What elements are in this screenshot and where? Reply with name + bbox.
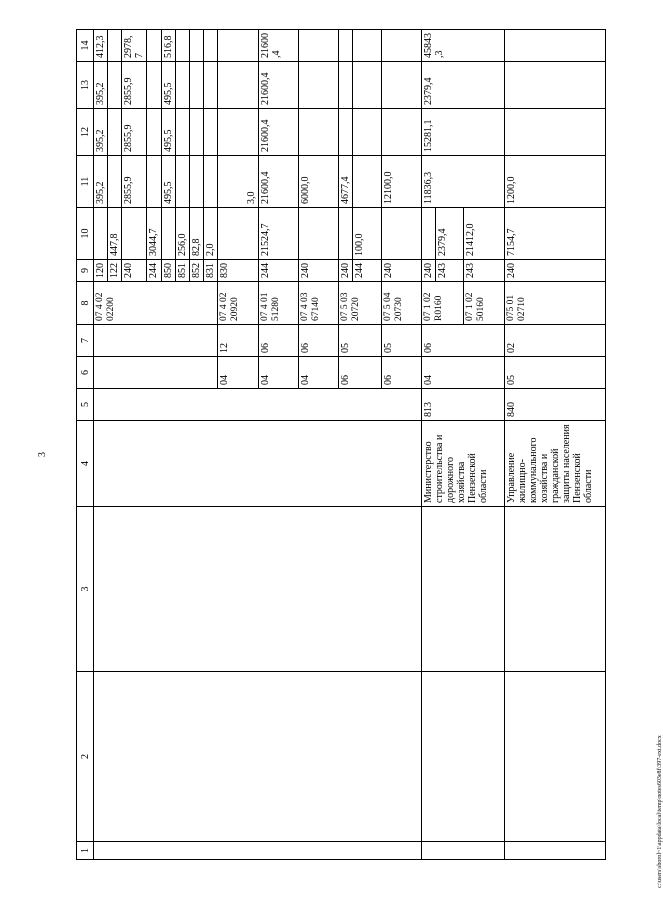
cell <box>353 156 381 208</box>
cell: 7154,7 <box>504 208 605 260</box>
cell <box>504 30 605 62</box>
cell <box>422 672 505 842</box>
cell: 3044,7 <box>147 208 161 260</box>
cell: 07 5 03 20720 <box>339 282 381 325</box>
header-cell: 5 <box>77 389 94 421</box>
cell: 04 <box>298 357 338 389</box>
cell: 240 <box>298 260 338 282</box>
cell: 12 <box>218 325 258 357</box>
header-cell: 1 <box>77 842 94 860</box>
cell <box>94 672 422 842</box>
header-cell: 10 <box>77 208 94 260</box>
cell <box>94 842 422 860</box>
cell <box>203 62 217 109</box>
header-cell: 2 <box>77 672 94 842</box>
cell <box>189 62 203 109</box>
cell <box>189 30 203 62</box>
cell: 06 <box>339 357 381 389</box>
cell <box>353 30 381 62</box>
cell <box>422 507 505 672</box>
cell <box>108 109 122 156</box>
cell: 2379,4 <box>436 208 464 260</box>
cell <box>218 62 258 109</box>
header-cell: 14 <box>77 30 94 62</box>
cell: 447,8 <box>108 208 122 260</box>
cell: 21600,4 <box>258 30 298 62</box>
cell: 07 1 02 50160 <box>464 282 504 325</box>
cell: 813 <box>422 389 505 421</box>
cell: 851 <box>175 260 189 282</box>
header-cell: 12 <box>77 109 94 156</box>
cell <box>298 208 338 260</box>
table-row <box>94 30 108 860</box>
cell: 100,0 <box>353 208 381 260</box>
header-row <box>77 30 94 860</box>
cell: 830 <box>218 260 258 282</box>
cell: 07 4 01 51280 <box>258 282 298 325</box>
cell: 07 4 02 20920 <box>218 282 258 325</box>
cell: 244 <box>147 260 161 282</box>
page-number: 3 <box>37 452 48 457</box>
cell <box>108 156 122 208</box>
table-wrap <box>76 30 606 860</box>
cell: 15281,1 <box>422 109 505 156</box>
cell: 3,0 <box>218 156 258 208</box>
cell: 04 <box>258 357 298 389</box>
cell <box>504 62 605 109</box>
cell <box>108 62 122 109</box>
cell: 2855,9 <box>122 156 147 208</box>
cell <box>218 30 258 62</box>
cell: 495,5 <box>161 62 175 109</box>
cell: 05 <box>504 357 605 389</box>
cell: 21600,4 <box>258 156 298 208</box>
cell: 840 <box>504 389 605 421</box>
cell <box>381 30 421 62</box>
cell: 2,0 <box>203 208 217 260</box>
cell <box>298 30 338 62</box>
cell: 495,5 <box>161 109 175 156</box>
cell: 122 <box>108 260 122 282</box>
cell <box>175 62 189 109</box>
cell: 04 <box>422 357 505 389</box>
cell: 075 01 02710 <box>504 282 605 325</box>
cell <box>175 109 189 156</box>
cell: 06 <box>298 325 338 357</box>
header-cell: 13 <box>77 62 94 109</box>
table-row <box>504 30 605 860</box>
table-row <box>422 30 436 860</box>
cell <box>339 109 353 156</box>
cell: 21524,7 <box>258 208 298 260</box>
cell: 12100,0 <box>381 156 421 208</box>
header-cell: 7 <box>77 325 94 357</box>
cell <box>147 30 161 62</box>
cell <box>203 109 217 156</box>
cell: 240 <box>122 260 147 282</box>
budget-table <box>76 29 606 860</box>
header-cell: 8 <box>77 282 94 325</box>
cell <box>147 109 161 156</box>
cell: 05 <box>381 325 421 357</box>
cell: 6000,0 <box>298 156 338 208</box>
cell <box>504 109 605 156</box>
cell <box>381 109 421 156</box>
cell: 07 4 03 67140 <box>298 282 338 325</box>
cell <box>108 30 122 62</box>
cell <box>381 208 421 260</box>
cell: 395,2 <box>94 156 108 208</box>
cell <box>339 208 353 260</box>
cell <box>422 842 505 860</box>
cell: 2978,7 <box>122 30 147 62</box>
cell: 831 <box>203 260 217 282</box>
cell: 244 <box>258 260 298 282</box>
cell <box>218 109 258 156</box>
cell: 06 <box>258 325 298 357</box>
cell: 240 <box>339 260 353 282</box>
cell: 2379,4 <box>422 62 505 109</box>
cell: 07 5 04 20730 <box>381 282 421 325</box>
cell <box>339 30 353 62</box>
cell: 850 <box>161 260 175 282</box>
cell <box>175 156 189 208</box>
cell <box>189 109 203 156</box>
rotated-table-container <box>76 30 606 860</box>
cell: 02 <box>504 325 605 357</box>
cell: 240 <box>504 260 605 282</box>
cell <box>94 325 218 357</box>
cell <box>94 208 108 260</box>
cell <box>422 208 436 260</box>
cell: 82,8 <box>189 208 203 260</box>
footer-file-path: c:\users\sborol~1\appdata\local\temp\notes603e8f\397-ext.docx <box>657 735 663 888</box>
cell <box>504 507 605 672</box>
cell: 21412,0 <box>464 208 504 260</box>
cell <box>147 62 161 109</box>
cell: 412,3 <box>94 30 108 62</box>
header-cell: 6 <box>77 357 94 389</box>
cell <box>161 208 175 260</box>
cell: Управление жилищно-коммунального хозяйства и гражданской защиты населения Пензенской области <box>504 421 605 507</box>
cell: 4677,4 <box>339 156 353 208</box>
cell: 1200,0 <box>504 156 605 208</box>
cell <box>504 842 605 860</box>
cell: 256,0 <box>175 208 189 260</box>
cell: 243 <box>436 260 464 282</box>
cell: 21600,4 <box>258 109 298 156</box>
cell: 2855,9 <box>122 109 147 156</box>
cell <box>298 109 338 156</box>
cell <box>353 62 381 109</box>
cell: 240 <box>381 260 421 282</box>
cell: 852 <box>189 260 203 282</box>
cell: 21600,4 <box>258 62 298 109</box>
cell <box>353 109 381 156</box>
cell: 120 <box>94 260 108 282</box>
header-cell: 11 <box>77 156 94 208</box>
cell: 07 4 02 02200 <box>94 282 218 325</box>
header-cell: 3 <box>77 507 94 672</box>
cell: Министерство строительства и дорожного хозяйства Пензенской области <box>422 421 505 507</box>
cell: 05 <box>339 325 381 357</box>
cell: 395,2 <box>94 109 108 156</box>
cell: 516,8 <box>161 30 175 62</box>
cell <box>218 208 258 260</box>
cell <box>189 156 203 208</box>
cell <box>381 62 421 109</box>
cell: 495,5 <box>161 156 175 208</box>
header-cell: 4 <box>77 421 94 507</box>
cell: 06 <box>422 325 505 357</box>
cell: 11836,3 <box>422 156 505 208</box>
cell <box>94 507 422 672</box>
cell <box>504 672 605 842</box>
cell: 45843,3 <box>422 30 505 62</box>
cell: 240 <box>422 260 436 282</box>
cell <box>175 30 189 62</box>
cell <box>298 62 338 109</box>
cell <box>147 156 161 208</box>
cell: 07 1 02 R0160 <box>422 282 464 325</box>
cell: 244 <box>353 260 381 282</box>
cell <box>203 156 217 208</box>
cell: 2855,9 <box>122 62 147 109</box>
cell <box>94 421 422 507</box>
cell: 395,2 <box>94 62 108 109</box>
cell <box>122 208 147 260</box>
cell <box>94 357 218 389</box>
cell: 06 <box>381 357 421 389</box>
cell: 04 <box>218 357 258 389</box>
cell <box>339 62 353 109</box>
cell: 243 <box>464 260 504 282</box>
header-cell: 9 <box>77 260 94 282</box>
cell <box>94 389 422 421</box>
cell <box>203 30 217 62</box>
